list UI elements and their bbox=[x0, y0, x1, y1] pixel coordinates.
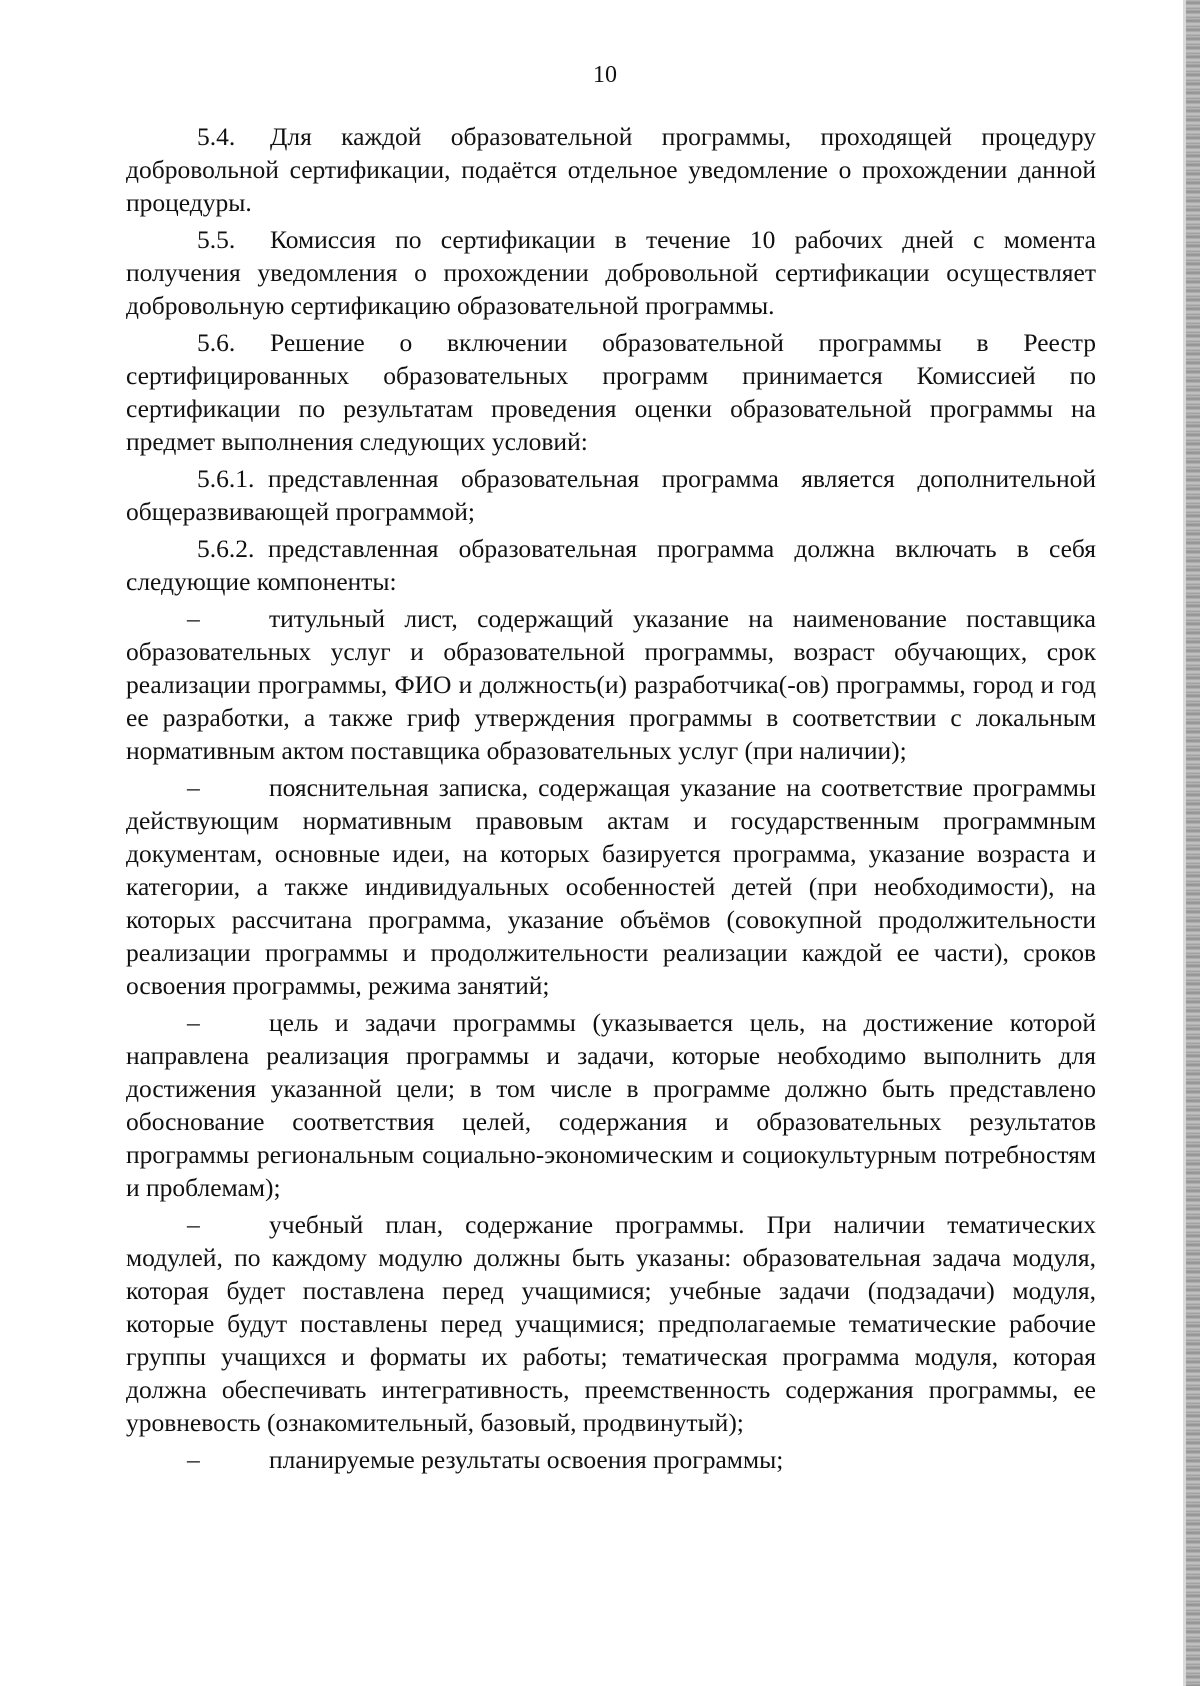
list-item bbox=[126, 602, 1096, 767]
paragraph-5-6-1 bbox=[126, 462, 1096, 528]
dash-marker: – bbox=[187, 1008, 200, 1037]
paragraph-text: Комиссия по сертификации в течение 10 рабочих дней с момента получения уведомления о прохождении добровольной сертификации осуществляет добровольную сертификацию образовательной программы. bbox=[126, 225, 1096, 320]
page-number: 10 bbox=[593, 62, 617, 88]
scan-edge bbox=[1186, 0, 1200, 1686]
list-item bbox=[126, 1006, 1096, 1204]
list-item bbox=[126, 1208, 1096, 1439]
list-item-text: цель и задачи программы (указывается цель, на достижение которой направлена реализация программы и задачи, которые необходимо выполнить для достижения указанной цели; в том числе в программе должно быть представлено обоснование соответствия целей, содержания и образовательных результатов программы региональным социально-экономическим и социокультурным потребностям и проблемам); bbox=[126, 1008, 1096, 1202]
paragraph-5-6-2 bbox=[126, 532, 1096, 598]
paragraph-5-6 bbox=[126, 326, 1096, 458]
dash-marker: – bbox=[187, 1210, 200, 1239]
list-item-text: пояснительная записка, содержащая указание на соответствие программы действующим нормативным правовым актам и государственным программным документам, основные идеи, на которых базируется программа, указание возраста и категории, а также индивидуальных особенностей детей (при необходимости), на которых рассчитана программа, указание объёмов (совокупной продолжительности реализации программы и продолжительности реализации каждой ее части), сроков освоения программы, режима занятий; bbox=[126, 773, 1096, 1000]
document-body bbox=[126, 120, 1096, 1480]
dash-marker: – bbox=[187, 773, 200, 802]
list-item bbox=[126, 771, 1096, 1002]
paragraph-text: Для каждой образовательной программы, проходящей процедуру добровольной сертификации, подаётся отдельное уведомление о прохождении данной процедуры. bbox=[126, 122, 1096, 217]
paragraph-text: Решение о включении образовательной программы в Реестр сертифицированных образовательных программ принимается Комиссией по сертификации по результатам проведения оценки образовательной программы на предмет выполнения следующих условий: bbox=[126, 328, 1096, 456]
paragraph-text: представленная образовательная программа является дополнительной общеразвивающей программой; bbox=[126, 464, 1096, 526]
paragraph-5-5 bbox=[126, 223, 1096, 322]
dash-marker: – bbox=[187, 604, 200, 633]
paragraph-number: 5.5. bbox=[197, 225, 236, 254]
paragraph-number: 5.6.1. bbox=[197, 464, 255, 493]
paragraph-number: 5.6.2. bbox=[197, 534, 255, 563]
paragraph-text: представленная образовательная программа должна включать в себя следующие компоненты: bbox=[126, 534, 1096, 596]
list-item bbox=[126, 1443, 1096, 1476]
paragraph-5-4 bbox=[126, 120, 1096, 219]
list-item-text: планируемые результаты освоения программы; bbox=[269, 1445, 784, 1474]
list-item-text: учебный план, содержание программы. При наличии тематических модулей, по каждому модулю должны быть указаны: образовательная задача модуля, которая будет поставлена перед учащимися; учебные задачи (подзадачи) модуля, которые будут поставлены перед учащимися; предполагаемые тематические рабочие группы учащихся и форматы их работы; тематическая программа модуля, которая должна обеспечивать интегративность, преемственность содержания программы, ее уровневость (ознакомительный, базовый, продвинутый); bbox=[126, 1210, 1096, 1437]
dash-marker: – bbox=[187, 1445, 200, 1474]
list-item-text: титульный лист, содержащий указание на наименование поставщика образовательных услуг и образовательной программы, возраст обучающих, срок реализации программы, ФИО и должность(и) разработчика(-ов) программы, город и год ее разработки, а также гриф утверждения программы в соответствии с локальным нормативным актом поставщика образовательных услуг (при наличии); bbox=[126, 604, 1096, 765]
paragraph-number: 5.6. bbox=[197, 328, 236, 357]
paragraph-number: 5.4. bbox=[197, 122, 236, 151]
